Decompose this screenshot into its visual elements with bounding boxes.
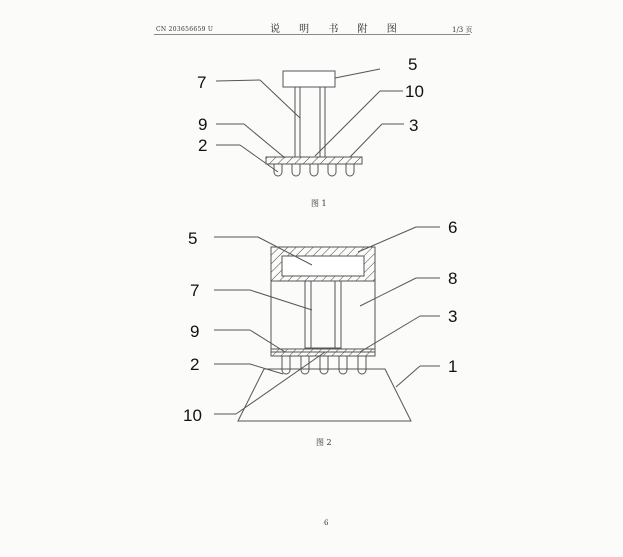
fig2-part-7-column [305, 281, 341, 348]
fig2-part-5-block [282, 256, 364, 276]
fig2-leader-7b [250, 290, 312, 310]
fig2-nozzle [320, 356, 328, 374]
fig2-label-8: 8 [448, 269, 458, 288]
figure-1 [216, 69, 404, 176]
fig2-label-2: 2 [190, 355, 200, 374]
fig2-nozzle [358, 356, 366, 374]
fig2-leader-10b [236, 352, 325, 414]
fig1-nozzle [328, 164, 336, 176]
fig2-leader-9b [250, 330, 285, 352]
fig2-part-3-plate [271, 349, 375, 356]
fig1-leader-7 [216, 80, 260, 81]
fig1-part-5-block [283, 71, 335, 87]
fig2-nozzle [282, 356, 290, 374]
fig2-label-6: 6 [448, 218, 458, 237]
fig2-label-10: 10 [183, 406, 202, 425]
fig1-nozzle [346, 164, 354, 176]
fig2-leader-3 [360, 316, 420, 352]
fig1-label-3: 3 [409, 116, 419, 135]
fig1-label-2: 2 [198, 136, 208, 155]
fig2-label-9: 9 [190, 322, 200, 341]
fig1-label-5: 5 [408, 55, 418, 74]
fig1-caption: 图 1 [311, 199, 327, 208]
fig2-leader-6 [358, 227, 416, 252]
page-number: 6 [324, 519, 329, 527]
fig2-leader-1 [396, 366, 420, 387]
fig1-leader-3 [350, 124, 382, 157]
fig2-label-5: 5 [188, 229, 198, 248]
fig2-label-1: 1 [448, 357, 458, 376]
fig1-part-3-plate [266, 157, 362, 164]
fig2-label-3: 3 [448, 307, 458, 326]
fig2-part-2-nozzles [282, 356, 366, 374]
fig1-label-9: 9 [198, 115, 208, 134]
fig2-caption: 图 2 [316, 438, 332, 447]
figure-2 [214, 227, 440, 421]
fig1-part-2-nozzles [274, 164, 354, 176]
fig1-leader-5 [335, 69, 380, 78]
page-indicator: 1/3 页 [452, 26, 473, 34]
fig1-label-10: 10 [405, 82, 424, 101]
page-title: 说 明 书 附 图 [270, 24, 405, 35]
fig2-nozzle [301, 356, 309, 374]
fig1-nozzle [310, 164, 318, 176]
fig2-label-7: 7 [190, 281, 200, 300]
fig1-leader-9b [244, 124, 285, 158]
fig2-leader-8 [360, 278, 416, 306]
document-id: CN 203656659 U [156, 26, 214, 33]
fig2-nozzle [339, 356, 347, 374]
fig1-nozzle [292, 164, 300, 176]
fig1-label-7: 7 [197, 73, 207, 92]
